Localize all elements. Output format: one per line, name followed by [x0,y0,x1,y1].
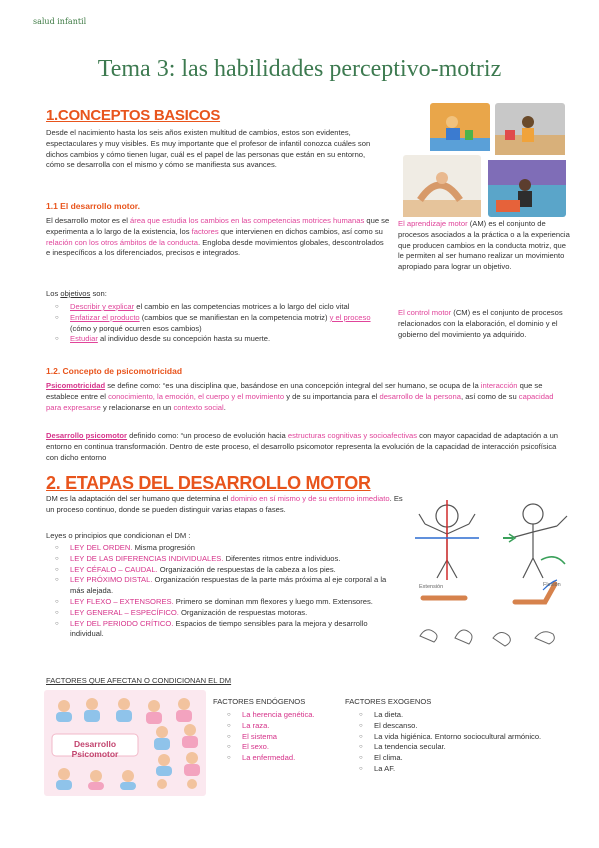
factores-heading: FACTORES QUE AFECTAN O CONDICIONAN EL DM [46,676,232,685]
aprendizaje-motor-paragraph: El aprendizaje motor (AM) es el conjunto de procesos asociados a la práctica o a la experiencia que producen cambios en la conducta motriz, que le permiten al ser humano realizar un movimiento apropiado para lograr un objetivo. [398,219,570,272]
laws-lead: Leyes o principios que condicionan el DM : [46,531,191,540]
list-item: ○ LEY CÉFALO – CAUDAL. Organización de respuestas de la cabeza a los pies. [46,565,402,576]
desarrollo-motor-paragraph: El desarrollo motor es el área que estudia los cambios en las competencias motrices humanas que se experimenta a lo largo de la existencia, los factores que intervienen en dichos cambios, así como su relación con los otros ámbitos de la conducta. Engloba desde movimientos globales, descontrolados e inespecíficos a los diferenciados, precisos e integrados. [46,216,390,258]
subsection-desarrollo-motor: 1.1 El desarrollo motor. [46,201,141,211]
list-item: ○ El sistema [218,732,338,743]
body-axis-illustration [405,498,585,658]
list-item: ○ La herencia genética. [218,710,338,721]
list-item: ○ La AF. [350,764,575,775]
children-playing-photo-collage [400,100,570,220]
motor-development-figures [405,498,585,658]
list-item: ○ LEY DEL ORDEN. Misma progresión [46,543,402,554]
list-item: ○ La vida higiénica. Entorno sociocultural armónico. [350,732,575,743]
header-tag: salud infantil [33,17,87,26]
list-item: ○ LEY DE LAS DIFERENCIAS INDIVIDUALES. Diferentes ritmos entre individuos. [46,554,402,565]
exogenos-title: FACTORES EXOGENOS [345,697,432,706]
list-item: ○ LEY PRÓXIMO DISTAL. Organización respuestas de la parte más próxima al eje corporal a la más alejada. [46,575,402,597]
exogenos-list [350,710,575,775]
page-title: Tema 3: las habilidades perceptivo-motriz [97,56,502,82]
list-item: ○ El clima. [350,753,575,764]
desarrollo-psicomotor-poster [44,690,206,796]
list-item: ○ LEY FLEXO – EXTENSORES. Primero se dominan mm flexores y luego mm. Extensores. [46,597,402,608]
extension-label: Extensión [419,584,444,590]
objectives-list [46,302,390,345]
list-item: ○ La enfermedad. [218,753,338,764]
subsection-psicomotricidad: 1.2. Concepto de psicomotricidad [46,366,183,376]
list-item: ○ Enfatizar el producto (cambios que se manifiestan en la competencia motriz) y el proceso (cómo y porqué ocurren esos cambios) [46,313,390,335]
flexion-label: Flexión [543,582,561,588]
endogenos-title: FACTORES ENDÓGENOS [213,697,306,706]
list-item: ○ Estudiar al individuo desde su concepción hasta su muerte. [46,334,390,345]
list-item: ○ El sexo. [218,742,338,753]
section-1-intro: Desde el nacimiento hasta los seis años existen multitud de cambios, estos son evidentes, espectaculares y muy visibles. Es muy importante que el profesor de infantil conozca cuáles son dichos cambios y cómo tienen lugar, cuál es el papel de las personas que están en su entorno, cómo se desarrolla con el mismo y cómo se manifiesta sus avances. [46,128,371,170]
list-item: ○ LEY DEL PERIODO CRÍTICO. Espacios de tiempo sensibles para la mejora y desarrollo individual. [46,619,402,641]
control-motor-paragraph: El control motor (CM) es el conjunto de procesos relacionados con la elaboración, el dominio y el gobierno del movimiento ya adquirido. [398,308,563,339]
desarrollo-psicomotor-paragraph: Desarrollo psicomotor definido como: “un proceso de evolución hacia estructuras cognitivas y socioafectivas con mayor capacidad de adaptación a un entorno en continua transformación. Dentro de este proceso, el desarrollo psicomotor representa la evolución de la capacidad de interacción psicofísica con dicho entorno [46,431,559,462]
list-item: ○ La dieta. [350,710,575,721]
section-1-heading: 1.CONCEPTOS BASICOS [46,107,221,124]
list-item: ○ LEY GENERAL – ESPECÍFICO. Organización de respuestas motoras. [46,608,402,619]
list-item: ○ Describir y explicar el cambio en las competencias motrices a lo largo del ciclo vital [46,302,390,313]
section-2-intro: DM es la adaptación del ser humano que determina el dominio en sí mismo y de su entorno inmediato. Es un proceso continuo, donde se pueden distinguir varias etapas o fases. [46,494,403,514]
list-item: ○ El descanso. [350,721,575,732]
laws-list [46,543,402,640]
children-photos [400,100,570,220]
poster-title: Desarrollo Psicomotor [71,739,119,759]
section-2-heading: 2. ETAPAS DEL DESARROLLO MOTOR [46,473,371,493]
list-item: ○ La tendencia secular. [350,742,575,753]
endogenos-list [218,710,338,764]
objetivos-lead: Los objetivos son: [46,289,107,298]
psicomotricidad-paragraph: Psicomotricidad se define como: “es una disciplina que, basándose en una concepción integral del ser humano, se ocupa de la interacción que se establece entre el conocimiento, la emoción, el cuerpo y el movimiento y de su importancia para el desarrollo de la persona, así como de su capacidad para expresarse y relacionarse en un contexto social. [46,381,554,412]
list-item: ○ La raza. [218,721,338,732]
